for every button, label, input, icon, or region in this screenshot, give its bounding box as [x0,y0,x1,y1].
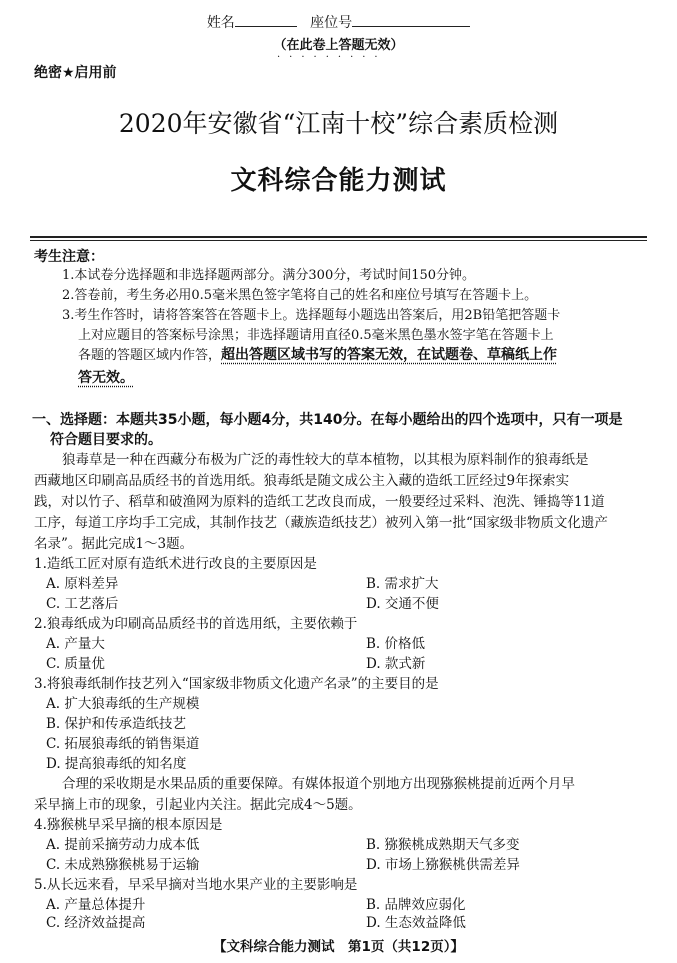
notice-item-2: 2.答卷前，考生务必用0.5毫米黑色签字笔将自己的姓名和座位号填写在答题卡上。 [62,288,538,303]
passage2-line-2: 采早摘上市的现象，引起业内关注。据此完成4～5题。 [34,797,362,813]
q2-stem: 2.狼毒纸成为印刷高品质经书的首选用纸，主要依赖于 [34,616,358,632]
notice-item-3-line-3 [78,346,557,365]
passage1-line-5: 名录”。据此完成1～3题。 [34,536,194,552]
notice-item-3-line-4: 答无效。 [78,370,134,386]
q4-option-a: A. 提前采摘劳动力成本低 [46,837,200,853]
q3-option-b: B. 保护和传承造纸技艺 [46,716,187,732]
q4-option-b: B. 猕猴桃成熟期天气多变 [366,837,520,853]
candidate-info-line [0,12,677,32]
exam-title: 2020年安徽省“江南十校”综合素质检测 [118,109,559,138]
seat-blank [352,12,470,27]
passage1-line-1: 狼毒草是一种在西藏分布极为广泛的毒性较大的草本植物，以其根为原料制作的狼毒纸是 [62,452,589,468]
notice-item-3-line-1: 3.考生作答时，请将答案答在答题卡上。选择题每小题选出答案后，用2B铅笔把答题卡 [62,308,561,323]
invalid-note: （在此卷上答题无效） [273,38,404,53]
q5-option-a: A. 产量总体提升 [46,897,146,913]
name-blank [235,12,297,27]
name-label: 姓名 [206,15,235,31]
secret-mark: 绝密★启用前 [34,65,117,81]
q3-option-c: C. 拓展狼毒纸的销售渠道 [46,736,200,752]
q5-option-d: D. 生态效益降低 [366,915,466,931]
divider-thin [30,240,647,241]
q1-option-a: A. 原料差异 [46,576,119,592]
q1-option-c: C. 工艺落后 [46,596,119,612]
q2-option-d: D. 款式新 [366,656,426,672]
q3-stem: 3.将狼毒纸制作技艺列入“国家级非物质文化遗产名录”的主要目的是 [34,676,439,692]
divider-thick [30,236,647,238]
page-footer: 【文科综合能力测试 第1页（共12页）】 [213,939,464,955]
q2-option-b: B. 价格低 [366,636,426,652]
q4-stem: 4.猕猴桃早采早摘的根本原因是 [34,817,223,833]
q2-option-a: A. 产量大 [46,636,105,652]
q4-option-d: D. 市场上猕猴桃供需差异 [366,857,520,873]
q1-option-d: D. 交通不便 [366,596,439,612]
q2-option-c: C. 质量优 [46,656,105,672]
q1-option-b: B. 需求扩大 [366,576,439,592]
notice-item-3-normal: 各题的答题区域内作答， [78,348,222,363]
q5-stem: 5.从长远来看，早采早摘对当地水果产业的主要影响是 [34,877,358,893]
q3-option-a: A. 扩大狼毒纸的生产规模 [46,696,200,712]
passage1-line-3: 践，对以竹子、稻草和破渔网为原料的造纸工艺改良而成，一般要经过采料、泡洗、锤捣等11道 [34,494,605,510]
seat-label: 座位号 [310,15,353,31]
q5-option-c: C. 经济效益提高 [46,915,146,931]
passage2-line-1: 合理的采收期是水果品质的重要保障。有媒体报道个别地方出现猕猴桃提前近两个月早 [62,776,575,792]
q5-option-b: B. 品牌效应弱化 [366,897,466,913]
q4-option-c: C. 未成熟猕猴桃易于运输 [46,857,200,873]
notice-item-1: 1.本试卷分选择题和非选择题两部分。满分300分，考试时间150分钟。 [62,268,476,283]
exam-subtitle: 文科综合能力测试 [230,166,447,196]
q1-stem: 1.造纸工匠对原有造纸术进行改良的主要原因是 [34,556,317,572]
section-title-line-1: 一、选择题：本题共35小题，每小题4分，共140分。在每小题给出的四个选项中，只有一项是 [32,412,623,428]
emphasis-dots: ········· [277,52,387,63]
passage1-line-4: 工序，每道工序均手工完成，其制作技艺（藏族造纸技艺）被列入第一批“国家级非物质文化遗产 [34,515,608,531]
notice-item-3-emphasis: 超出答题区域书写的答案无效，在试题卷、草稿纸上作 [221,347,558,363]
notice-item-3-line-2: 上对应题目的答案标号涂黑；非选择题请用直径0.5毫米黑色墨水签字笔在答题卡上 [78,328,554,343]
passage1-line-2: 西藏地区印刷高品质经书的首选用纸。狼毒纸是随文成公主入藏的造纸工匠经过9年探索实 [34,473,570,489]
notice-heading: 考生注意： [34,249,104,265]
q3-option-d: D. 提高狼毒纸的知名度 [46,756,187,772]
section-title-line-2: 符合题目要求的。 [50,432,162,448]
